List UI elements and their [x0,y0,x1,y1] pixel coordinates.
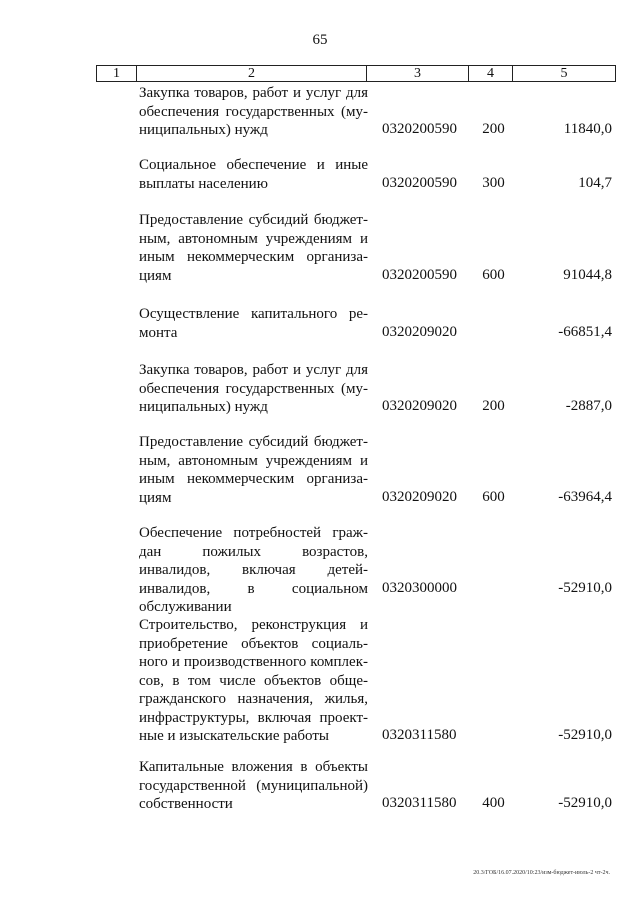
page-number: 65 [312,32,328,48]
row-description: Закупка товаров, работ и услуг для обеспечения государственных (муниципальных) нужд [139,85,368,138]
row-code: 0320209020 [382,398,457,414]
header-col-1: 1 [97,66,137,81]
row-description: Обеспечение потребностей граждан пожилых возрастов, инвалидов, включая детей-инвалидов, в социальном обслуживании [139,525,368,615]
row-code: 0320311580 [382,727,457,743]
table-row [96,305,616,343]
row-amount: 11840,0 [563,121,612,137]
row-kvr: 200 [482,398,505,414]
row-amount: -63964,4 [558,489,612,505]
table-row [96,156,616,194]
row-description: Строительство, реконструкция и приобретение объектов социального и производственного комплексов, в том числе объектов общегражданского назначения, жилья, инфраструктуры, включая проектные и изыскательские работы [139,617,368,744]
table-row [96,84,616,140]
row-kvr: 600 [482,489,505,505]
table-row [96,758,616,814]
row-description: Предоставление субсидий бюджетным, автономным учреждениям и иным некоммерческим организациям [139,434,368,506]
footer-reference: 20.3/ГОБ/16.07.2020/10:23/изм-бюджет-июль-2 чт-2ч. [473,870,610,876]
row-kvr: 600 [482,267,505,283]
row-description: Закупка товаров, работ и услуг для обеспечения государственных (муниципальных) нужд [139,362,368,415]
row-code: 0320311580 [382,795,457,811]
table-row [96,211,616,286]
row-description: Капитальные вложения в объекты государственной (муниципальной) собственности [139,759,368,812]
row-amount: -52910,0 [558,580,612,596]
row-kvr: 400 [482,795,505,811]
row-amount: -52910,0 [558,795,612,811]
row-kvr: 200 [482,121,505,137]
table-row [96,524,616,615]
row-amount: -52910,0 [558,727,612,743]
table-row [96,433,616,508]
row-amount: 104,7 [578,175,612,191]
row-code: 0320209020 [382,489,457,505]
table-header [96,65,616,82]
row-code: 0320200590 [382,267,457,283]
header-col-3: 3 [367,66,469,81]
row-code: 0320200590 [382,175,457,191]
table-row [96,616,616,746]
row-amount: -66851,4 [558,324,612,340]
row-description: Социальное обеспечение и иные выплаты населению [139,157,368,192]
table-row [96,361,616,417]
header-col-4: 4 [469,66,513,81]
header-col-2: 2 [137,66,367,81]
row-code: 0320300000 [382,580,457,596]
header-col-5: 5 [560,66,568,81]
row-amount: -2887,0 [565,398,612,414]
row-description: Осуществление капитального ремонта [139,306,368,341]
row-code: 0320209020 [382,324,457,340]
row-code: 0320200590 [382,121,457,137]
row-amount: 91044,8 [563,267,612,283]
row-kvr: 300 [482,175,505,191]
row-description: Предоставление субсидий бюджетным, автономным учреждениям и иным некоммерческим организациям [139,212,368,284]
